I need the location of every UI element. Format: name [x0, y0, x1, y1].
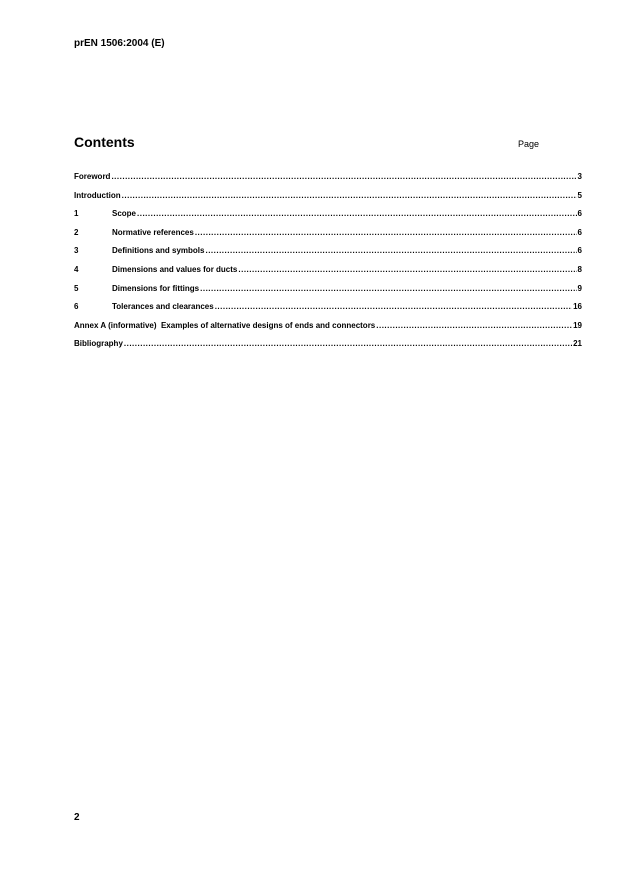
toc-entry-page: 5	[577, 190, 582, 200]
toc-entry-title: Annex A (informative) Examples of alternative designs of ends and connectors	[74, 320, 376, 330]
toc-leader-dots	[215, 302, 572, 311]
toc-entry-page: 3	[577, 172, 582, 181]
toc-entry-page: 21	[573, 339, 582, 349]
toc-entry-number: 6	[74, 302, 79, 312]
toc-entry-dimensions-ducts[interactable]	[74, 265, 582, 284]
contents-heading: Contents	[74, 134, 135, 150]
toc-entry-title: Introduction	[74, 190, 121, 200]
toc-entry-title: Dimensions for fittings	[112, 283, 200, 293]
toc-entry-tolerances[interactable]	[74, 302, 582, 321]
toc-entry-normative-references[interactable]	[74, 228, 582, 247]
page-number: 2	[74, 812, 80, 823]
toc-entry-bibliography[interactable]	[74, 339, 582, 358]
toc-entry-title: Dimensions and values for ducts	[112, 264, 238, 274]
toc-leader-dots	[238, 265, 576, 274]
toc-leader-dots	[195, 228, 577, 237]
toc-entry-number: 2	[74, 227, 79, 237]
toc-entry-page: 9	[577, 283, 582, 293]
toc-entry-number: 4	[74, 264, 79, 274]
toc-entry-dimensions-fittings[interactable]	[74, 284, 582, 303]
toc-entry-introduction[interactable]	[74, 191, 582, 210]
toc-entry-page: 8	[577, 264, 582, 274]
toc-entry-page: 16	[573, 302, 582, 312]
toc-entry-page: 19	[573, 320, 582, 330]
toc-leader-dots	[111, 172, 576, 181]
toc-entry-title: Scope	[112, 209, 137, 219]
toc-entry-definitions-and-symbols[interactable]	[74, 246, 582, 265]
toc-entry-number: 3	[74, 246, 79, 256]
toc-entry-scope[interactable]	[74, 209, 582, 228]
page-column-label: Page	[518, 139, 540, 149]
toc-entry-title: Definitions and symbols	[112, 246, 205, 256]
toc-entry-number: 5	[74, 283, 79, 293]
table-of-contents	[74, 172, 582, 358]
toc-leader-dots	[124, 339, 572, 348]
toc-entry-page: 6	[577, 209, 582, 219]
toc-entry-page: 6	[577, 246, 582, 256]
toc-leader-dots	[122, 191, 577, 200]
toc-entry-number: 1	[74, 209, 79, 219]
document-id-header: prEN 1506:2004 (E)	[74, 38, 165, 49]
toc-entry-foreword[interactable]	[74, 172, 582, 191]
toc-entry-page: 6	[577, 227, 582, 237]
toc-entry-title: Foreword	[74, 172, 111, 181]
toc-leader-dots	[376, 321, 572, 330]
toc-leader-dots	[205, 246, 576, 255]
toc-entry-title: Bibliography	[74, 339, 123, 349]
toc-leader-dots	[137, 209, 577, 218]
toc-entry-title: Tolerances and clearances	[112, 302, 214, 312]
toc-leader-dots	[200, 284, 576, 293]
toc-entry-annex-a[interactable]	[74, 321, 582, 340]
toc-entry-title: Normative references	[112, 227, 194, 237]
